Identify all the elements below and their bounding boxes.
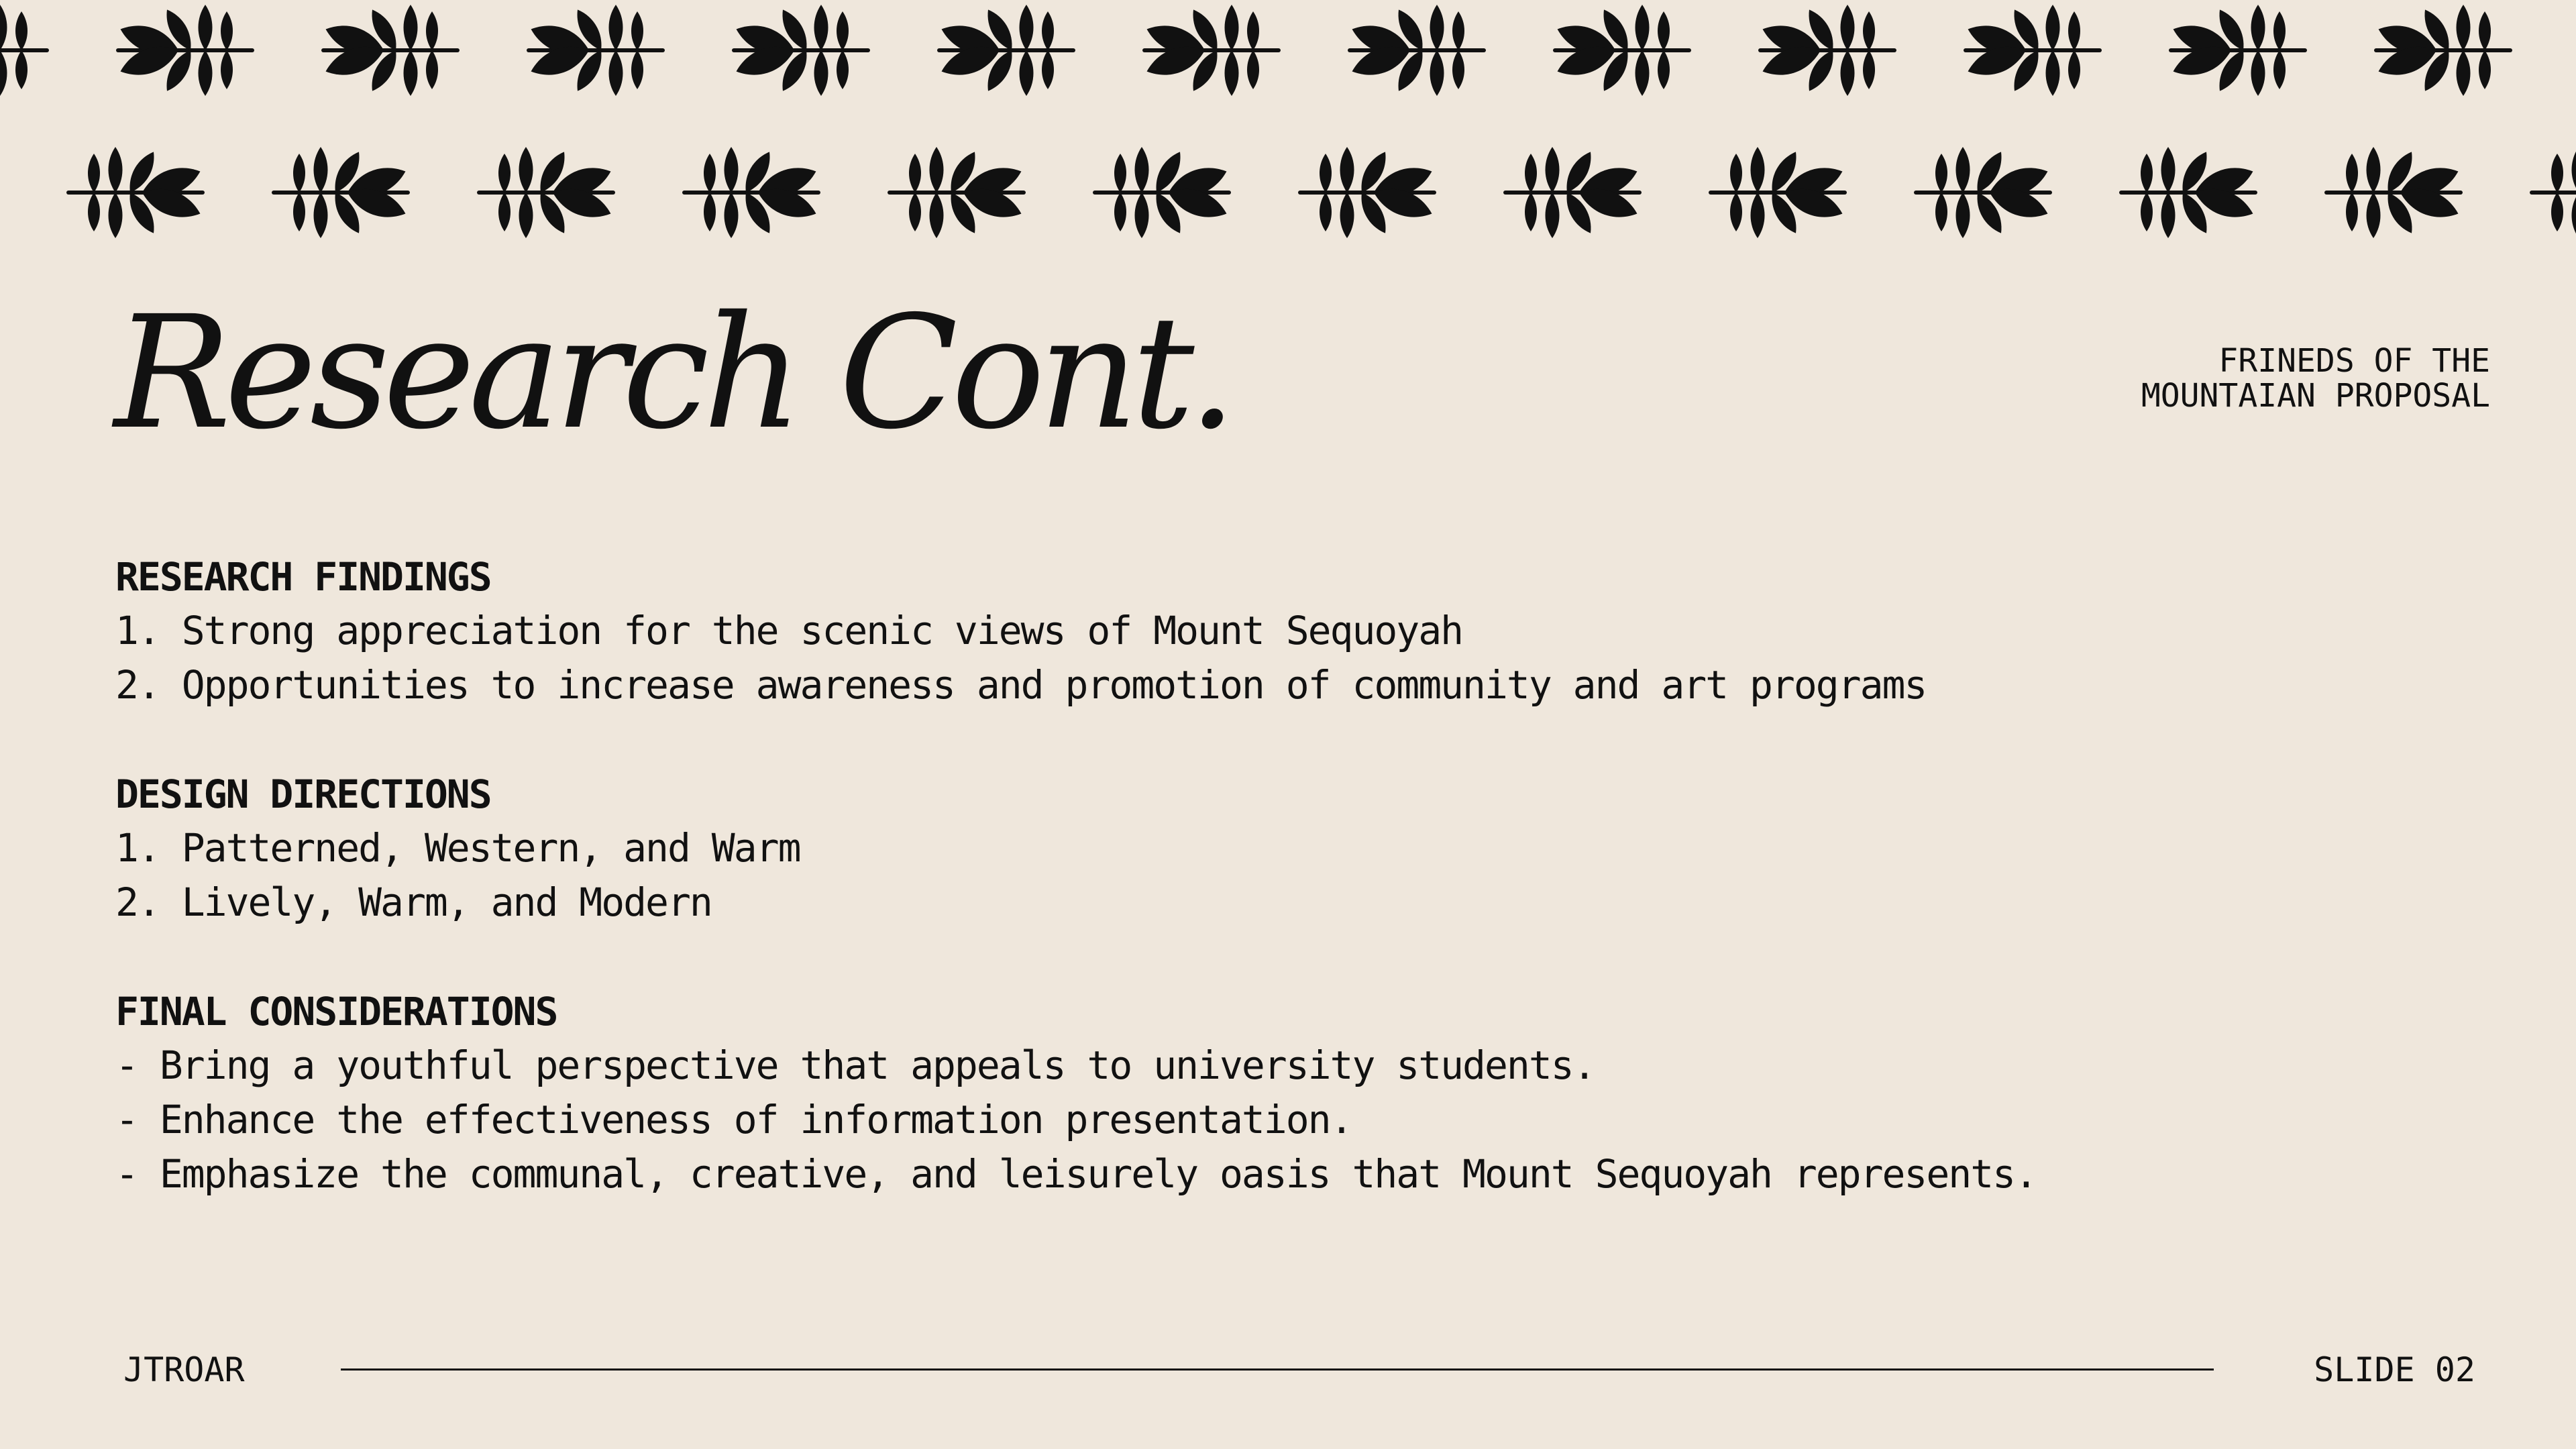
leaf-sprig-icon (1343, 0, 1491, 101)
footer-divider (341, 1368, 2214, 1371)
slide-body (115, 550, 2396, 1256)
leaf-sprig-icon (1138, 0, 1285, 101)
list-item: 2. Lively, Warm, and Modern (115, 879, 712, 925)
final-considerations-section (115, 985, 2396, 1201)
section-heading: RESEARCH FINDINGS (115, 554, 491, 600)
leaf-sprig-icon (727, 0, 875, 101)
list-item: - Emphasize the communal, creative, and leisurely oasis that Mount Sequoyah represents. (115, 1151, 2037, 1197)
list-item: 1. Patterned, Western, and Warm (115, 825, 800, 871)
leaf-sprig-icon (2525, 142, 2576, 243)
list-item: 2. Opportunities to increase awareness and promotion of community and art programs (115, 662, 1927, 708)
leaf-sprig-icon (522, 0, 669, 101)
leaf-sprig-icon (111, 0, 259, 101)
leaf-sprig-icon (472, 142, 620, 243)
section-heading: DESIGN DIRECTIONS (115, 771, 491, 817)
slide-number: SLIDE 02 (2314, 1350, 2475, 1389)
leaf-sprig-icon (1909, 142, 2057, 243)
footer-author: JTROAR (123, 1350, 245, 1389)
list-item: 1. Strong appreciation for the scenic views of Mount Sequoyah (115, 608, 1463, 653)
list-item: - Enhance the effectiveness of information presentation. (115, 1097, 1352, 1142)
leaf-sprig-icon (1499, 142, 1646, 243)
leaf-sprig-icon (1088, 142, 1236, 243)
leaf-sprig-icon (1754, 0, 1901, 101)
leaf-sprig-icon (267, 142, 415, 243)
leaf-sprig-icon (678, 142, 825, 243)
leaf-sprig-icon (883, 142, 1030, 243)
leaf-sprig-icon (932, 0, 1080, 101)
leaf-sprig-icon (2164, 0, 2312, 101)
leaf-sprig-icon (62, 142, 209, 243)
leaf-pattern-row-bottom (0, 142, 2576, 256)
leaf-sprig-icon (317, 0, 464, 101)
slide-title: Research Cont. (114, 282, 1231, 464)
section-heading: FINAL CONSIDERATIONS (115, 989, 557, 1034)
research-findings-section (115, 550, 2396, 712)
list-item: - Bring a youthful perspective that appeals to university students. (115, 1042, 1595, 1088)
proposal-label-line-1: FRINEDS OF THE (2218, 342, 2490, 380)
leaf-sprig-icon (2320, 142, 2467, 243)
leaf-sprig-icon (2114, 142, 2262, 243)
leaf-sprig-icon (1959, 0, 2106, 101)
proposal-label-line-2: MOUNTAIAN PROPOSAL (2141, 377, 2490, 415)
leaf-sprig-icon (2369, 0, 2517, 101)
proposal-label (2141, 343, 2490, 413)
leaf-sprig-icon (1293, 142, 1441, 243)
leaf-sprig-icon (1548, 0, 1696, 101)
leaf-sprig-icon (0, 0, 54, 101)
leaf-pattern-row-top (0, 0, 2576, 107)
leaf-sprig-icon (1704, 142, 1851, 243)
design-directions-section (115, 767, 2396, 930)
